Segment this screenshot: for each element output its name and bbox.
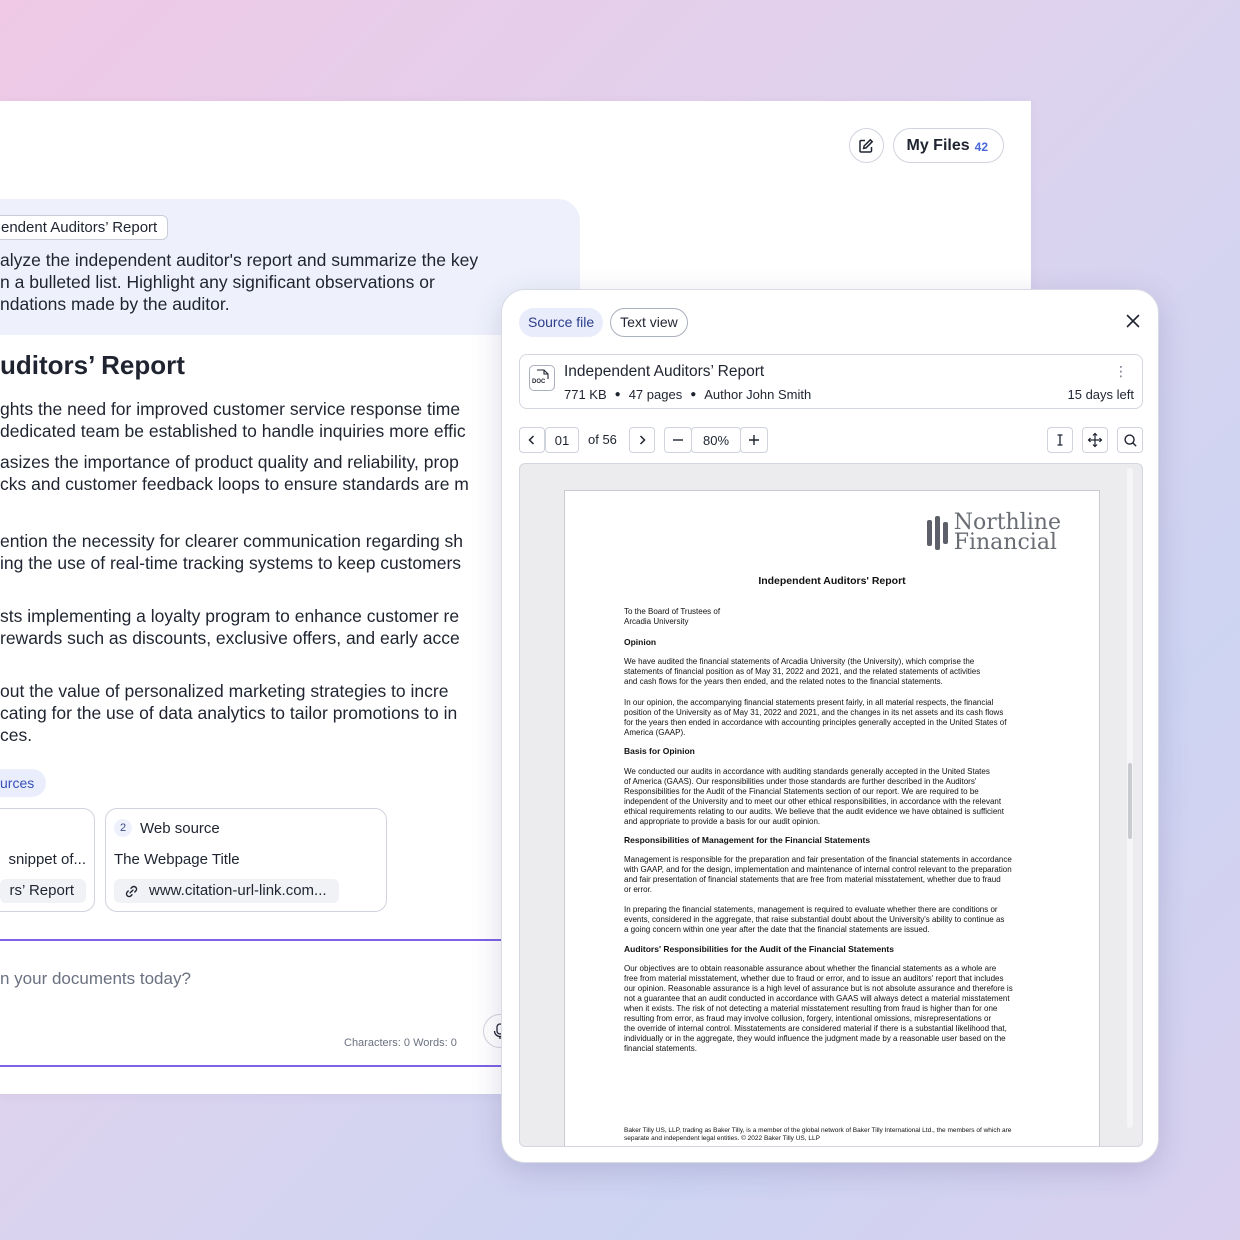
answer-line: out the value of personalized marketing strategies to incre xyxy=(0,681,449,701)
doc-line: financial statements. xyxy=(624,1044,697,1053)
doc-line: In preparing the financial statements, management is required to evaluate whether there are conditions or xyxy=(624,905,998,914)
answer-line: asizes the importance of product quality and reliability, prop xyxy=(0,452,459,472)
doc-line: and cash flows for the years then ended, and the related notes to the financial statements. xyxy=(624,677,943,686)
doc-line: We have audited the financial statements of Arcadia University (the University), which comprise the xyxy=(624,657,975,666)
doc-line: separate and independent legal entities. © 2022 Baker Tilly US, LLP xyxy=(624,1135,820,1142)
file-meta xyxy=(564,387,811,402)
pan-tool[interactable] xyxy=(1082,427,1108,453)
text-select-tool[interactable] xyxy=(1047,427,1073,453)
doc-paragraph xyxy=(624,905,1056,935)
doc-line: not a guarantee that an audit conducted in accordance with GAAS will always detect a material misstatement xyxy=(624,994,1010,1003)
doc-line: the override of internal control. Misstatements are considered material if there is a substantial likelihood that, xyxy=(624,1024,1007,1033)
logo-text xyxy=(953,510,1061,555)
scroll-thumb[interactable] xyxy=(1128,763,1132,839)
answer-line: rewards such as discounts, exclusive offers, and early acce xyxy=(0,628,460,648)
new-chat-button[interactable] xyxy=(849,128,884,163)
document-scrollbar[interactable] xyxy=(1127,468,1133,1128)
logo-mark-icon xyxy=(927,516,948,550)
text-cursor-icon xyxy=(1053,433,1067,447)
meta-separator: ● xyxy=(614,389,621,400)
link-icon xyxy=(124,884,139,899)
source-chip-label: rs’ Report xyxy=(9,882,74,899)
doc-line: and appropriate to provide a basis for our audit opinion. xyxy=(624,817,821,826)
source-chip xyxy=(0,879,86,903)
zoom-in-button[interactable] xyxy=(740,427,768,453)
search-button[interactable] xyxy=(1117,427,1143,453)
doc-line: statements of financial position as of May 31, 2022 and 2021, and the related statements of activities xyxy=(624,667,981,676)
doc-line: America (GAAP). xyxy=(624,728,686,737)
section-heading: Responsibilities of Management for the Financial Statements xyxy=(624,835,871,845)
section-heading: Opinion xyxy=(624,637,657,647)
doc-paragraph xyxy=(624,964,1056,1054)
zoom-level[interactable]: 80% xyxy=(691,427,741,453)
more-options-icon[interactable]: ⋮ xyxy=(1114,363,1128,379)
doc-line: ethical requirements relating to our audits. We believe that the audit evidence we have obtained is sufficient xyxy=(624,807,1004,816)
plus-icon xyxy=(747,433,761,447)
doc-line: To the Board of Trustees of xyxy=(624,607,721,616)
chevron-right-icon xyxy=(636,434,648,446)
document-title: Independent Auditors' Report xyxy=(758,575,906,587)
doc-line: for the years then ended in accordance with accounting principles generally accepted in the United States of xyxy=(624,718,1007,727)
source-card[interactable] xyxy=(105,808,387,912)
doc-line: free from material misstatement, whether due to fraud or error, and to issue an auditors' report that includes xyxy=(624,974,1004,983)
composer-placeholder: n your documents today? xyxy=(0,969,191,988)
doc-line: of America (GAAS). Our responsibilities under those standards are further described in the Auditors' xyxy=(624,777,977,786)
minus-icon xyxy=(671,433,685,447)
doc-line: In our opinion, the accompanying financial statements present fairly, in all material respects, the financial xyxy=(624,698,994,707)
doc-file-icon xyxy=(529,365,555,391)
answer-body xyxy=(0,398,520,746)
logo-line: Northline xyxy=(953,510,1061,535)
prompt-line: alyze the independent auditor's report and summarize the key xyxy=(0,250,479,270)
source-card[interactable] xyxy=(0,808,95,912)
answer-paragraph xyxy=(0,605,520,649)
answer-line: cks and customer feedback loops to ensure standards are m xyxy=(0,474,469,494)
page-number-input[interactable]: 01 xyxy=(545,427,579,453)
doc-paragraph xyxy=(624,767,1056,827)
doc-line: and fair presentation of financial statements that are free from material misstatement, whether due to fraud xyxy=(624,875,1001,884)
prev-page-button[interactable] xyxy=(519,427,545,453)
message-composer[interactable] xyxy=(0,939,510,1067)
prompt-line: n a bulleted list. Highlight any significant observations or xyxy=(0,272,435,292)
file-name: Independent Auditors’ Report xyxy=(564,363,765,380)
next-page-button[interactable] xyxy=(629,427,655,453)
file-pages: 47 pages xyxy=(628,387,683,402)
viewer-tabs xyxy=(519,308,688,337)
doc-line: Responsibilities for the Audit of the Financial Statements section of our report. We are required to be xyxy=(624,787,979,796)
chevron-left-icon xyxy=(526,434,538,446)
viewer-toolbar xyxy=(519,427,1143,453)
doc-paragraph xyxy=(624,855,1056,895)
answer-paragraph xyxy=(0,451,520,495)
answer-line: ces. xyxy=(0,725,33,745)
doc-paragraph xyxy=(624,698,1056,738)
logo-line: Financial xyxy=(953,530,1057,555)
edit-icon xyxy=(858,138,874,154)
search-icon xyxy=(1123,433,1138,448)
doc-line: resulting from error, as fraud may involve collusion, forgery, intentional omissions, misrepresentations or xyxy=(624,1014,992,1023)
doc-line: Arcadia University xyxy=(624,617,689,626)
doc-line: our opinion. Reasonable assurance is a high level of assurance but is not absolute assurance and therefore is xyxy=(624,984,1013,993)
doc-line: Baker Tilly US, LLP, trading as Baker Tilly, is a member of the global network of Baker Tilly International Ltd., the members of which are xyxy=(624,1127,1012,1134)
user-message xyxy=(0,199,580,335)
doc-line: a going concern within one year after the date that the financial statements are issued. xyxy=(624,925,930,934)
close-viewer-button[interactable] xyxy=(1124,312,1142,330)
source-link[interactable] xyxy=(114,879,339,903)
tab-source-file[interactable]: Source file xyxy=(519,308,603,337)
zoom-out-button[interactable] xyxy=(664,427,692,453)
doc-line: events, considered in the aggregate, that raise substantial doubt about the University's ability to continue as xyxy=(624,915,1005,924)
answer-line: ing the use of real-time tracking systems to keep customers xyxy=(0,553,462,573)
doc-paragraph xyxy=(624,657,1056,687)
doc-line: with GAAP, and for the design, implementation and maintenance of internal control relevant to the preparation xyxy=(624,865,1012,874)
source-kind: Web source xyxy=(140,819,220,837)
answer-line: ghts the need for improved customer service response time xyxy=(0,399,461,419)
doc-line: or error. xyxy=(624,885,653,894)
meta-separator: ● xyxy=(690,389,697,400)
section-heading: Auditors' Responsibilities for the Audit of the Financial Statements xyxy=(624,944,894,954)
page-total: of 56 xyxy=(588,432,617,447)
document-footer xyxy=(624,1127,1011,1143)
answer-paragraph xyxy=(0,530,520,574)
answer-paragraph xyxy=(0,680,520,746)
move-icon xyxy=(1087,432,1103,448)
addressee xyxy=(624,607,1056,627)
answer-line: sts implementing a loyalty program to enhance customer re xyxy=(0,606,460,626)
doc-line: when it exists. The risk of not detecting a material misstatement resulting from fraud is higher than for one xyxy=(624,1004,998,1013)
sources-toggle[interactable] xyxy=(0,769,46,797)
source-title: The Webpage Title xyxy=(114,851,240,868)
prompt-line: ndations made by the auditor. xyxy=(0,294,230,314)
close-icon xyxy=(1124,312,1142,330)
source-url: www.citation-url-link.com... xyxy=(149,882,327,899)
attachment-chip[interactable] xyxy=(0,215,168,240)
my-files-count: 42 xyxy=(974,140,988,154)
answer-paragraph xyxy=(0,398,520,442)
answer-title: uditors’ Report xyxy=(0,350,185,380)
sources-label: urces xyxy=(0,775,35,791)
my-files-label: My Files xyxy=(906,136,970,154)
doc-line: position of the University as of May 31, 2022 and 2021, and the changes in its net assets and its cash flows xyxy=(624,708,1004,717)
tab-text-view[interactable]: Text view xyxy=(610,308,688,337)
doc-line: independent of the University and to meet our other ethical responsibilities, in accordance with the relevant xyxy=(624,797,1002,806)
doc-line: Our objectives are to obtain reasonable assurance about whether the financial statements as a whole are xyxy=(624,964,997,973)
file-expiry: 15 days left xyxy=(1067,387,1134,402)
doc-line: Management is responsible for the preparation and fair presentation of the financial statements in accordance xyxy=(624,855,1012,864)
doc-line: individually or in the aggregate, they would influence the judgment made by a reasonable user based on the xyxy=(624,1034,1006,1043)
doc-line: We conducted our audits in accordance with auditing standards generally accepted in the United States xyxy=(624,767,990,776)
composer-counts: Characters: 0 Words: 0 xyxy=(344,1037,457,1049)
source-title: snippet of... xyxy=(8,851,86,868)
answer-line: dedicated team be established to handle inquiries more effic xyxy=(0,421,466,441)
file-author: Author John Smith xyxy=(704,387,812,402)
company-logo xyxy=(927,510,1061,555)
my-files-button[interactable] xyxy=(893,128,1005,163)
file-size: 771 KB xyxy=(564,387,607,402)
top-actions xyxy=(849,128,1005,163)
document-page xyxy=(564,490,1100,1147)
answer-line: cating for the use of data analytics to tailor promotions to in xyxy=(0,703,458,723)
file-info-card xyxy=(519,354,1143,409)
section-heading: Basis for Opinion xyxy=(624,746,695,756)
document-canvas[interactable] xyxy=(519,463,1143,1147)
doc-type-label: DOC xyxy=(532,379,546,385)
document-viewer xyxy=(501,289,1159,1163)
source-number: 2 xyxy=(114,819,132,837)
attachment-chip-label: endent Auditors’ Report xyxy=(1,219,158,236)
answer-line: ention the necessity for clearer communication regarding sh xyxy=(0,531,464,551)
source-header xyxy=(114,819,220,837)
